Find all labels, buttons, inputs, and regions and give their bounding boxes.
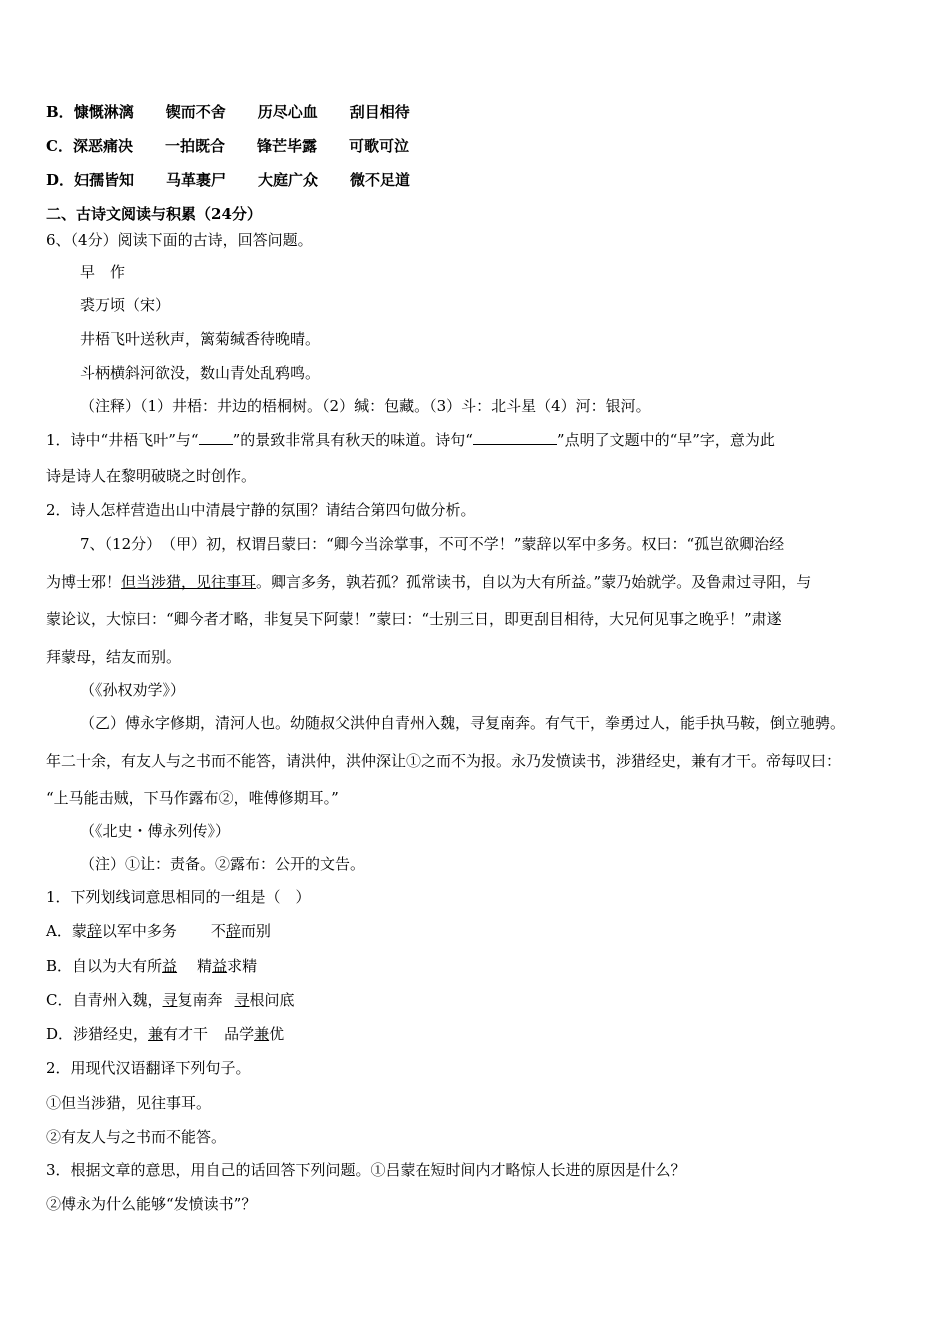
q7-passage-a-line <box>46 572 811 592</box>
q7-option-b[interactable] <box>46 956 257 976</box>
option-text: 不 <box>210 922 226 940</box>
q7-option-c[interactable] <box>46 990 295 1010</box>
q7-option-d[interactable] <box>46 1024 284 1044</box>
underlined-sentence: 但当涉猎，见往事耳 <box>121 573 257 591</box>
underlined-word: 寻 <box>234 991 250 1009</box>
poem-line: 斗柄横斜河欲没，数山青处乱鸦鸣。 <box>80 364 321 382</box>
q7-sub2: 2．用现代汉语翻译下列句子。 <box>46 1059 251 1077</box>
option-word: 大庭广众 <box>258 171 319 189</box>
q7-sub1: 1．下列划线词意思相同的一组是（ ） <box>46 888 311 906</box>
option-d-row <box>46 170 442 190</box>
answer-blank[interactable] <box>199 430 233 445</box>
poem-line: 井梧飞叶送秋声，篱菊缄香待晚晴。 <box>80 330 321 348</box>
q6-intro: 6、（4分）阅读下面的古诗，回答问题。 <box>46 231 313 249</box>
option-word: 马革裹尸 <box>166 171 227 189</box>
option-text: C．自青州入魏， <box>46 991 163 1009</box>
passage-text: 为博士邪！ <box>46 573 122 591</box>
option-word: 锋芒毕露 <box>256 137 317 155</box>
underlined-word: 寻 <box>162 991 178 1009</box>
q6-sub1-text: 1．诗中“井梧飞叶”与“ <box>46 431 199 449</box>
q7-sub3-item: ②傅永为什么能够“发愤读书”？ <box>46 1195 257 1213</box>
q6-sub1-text: ”点明了文题中的“早”字，意为此 <box>556 431 775 449</box>
q7-passage-b-line: “上马能击贼，下马作露布②，唯傅修期耳。” <box>46 789 339 807</box>
underlined-word: 益 <box>212 957 228 975</box>
q7-note: （注）①让：责备。②露布：公开的文告。 <box>80 855 366 873</box>
q7-passage-a-line: 拜蒙母，结友而别。 <box>46 648 182 666</box>
q6-sub1-text: ”的景致非常具有秋天的味道。诗句“ <box>232 431 473 449</box>
option-word: 历尽心血 <box>257 103 318 121</box>
option-text: 精 <box>197 957 213 975</box>
answer-blank[interactable] <box>473 430 557 445</box>
q7-sub2-item: ①但当涉猎，见往事耳。 <box>46 1094 212 1112</box>
underlined-word: 辞 <box>86 922 102 940</box>
q7-source: （《孙权劝学》） <box>80 681 186 699</box>
option-word: 妇孺皆知 <box>74 171 135 189</box>
option-word: 深恶痛决 <box>72 137 133 155</box>
option-text: 优 <box>269 1025 285 1043</box>
option-text: D．涉猎经史， <box>46 1025 149 1043</box>
underlined-word: 兼 <box>148 1025 164 1043</box>
option-word: 锲而不舍 <box>165 103 226 121</box>
option-text: 根问底 <box>249 991 295 1009</box>
option-word: 刮目相待 <box>349 103 410 121</box>
q7-passage-a-line: 蒙论议，大惊曰：“卿今者才略，非复吴下阿蒙！”蒙曰：“士别三日，即更刮目相待，大兄何见事之晚乎！”肃遂 <box>46 610 782 628</box>
option-word: 微不足道 <box>350 171 411 189</box>
section-title: 二、古诗文阅读与积累（24分） <box>46 205 262 223</box>
underlined-word: 益 <box>162 957 178 975</box>
poem-note: （注释）（1）井梧：井边的梧桐树。（2）缄：包藏。（3）斗：北斗星（4）河：银河。 <box>80 397 651 415</box>
q7-sub3: 3．根据文章的意思，用自己的话回答下列问题。①吕蒙在短时间内才略惊人长进的原因是什么？ <box>46 1161 686 1179</box>
option-b-row <box>46 102 442 122</box>
q6-sub1 <box>46 430 775 450</box>
q7-source: （《北史・傅永列传》） <box>80 822 231 840</box>
underlined-word: 兼 <box>254 1025 270 1043</box>
option-word: 慷慨淋漓 <box>73 103 134 121</box>
option-text: A．蒙 <box>46 922 87 940</box>
option-text: 而别 <box>240 922 271 940</box>
option-word: 一拍既合 <box>164 137 225 155</box>
option-c-row <box>46 136 441 156</box>
option-text: 品学 <box>224 1025 255 1043</box>
q7-passage-a-line: 7、（12分） （甲）初，权谓吕蒙曰：“卿今当涂掌事，不可不学！”蒙辞以军中多务。权曰：“孤岂欲卿治经 <box>80 535 785 553</box>
q7-passage-b-line: 年二十余，有友人与之书而不能答，请洪仲，洪仲深让①之而不为报。永乃发愤读书，涉猎经史，兼有才干。帝每叹曰： <box>46 752 842 770</box>
option-label: B． <box>46 103 74 121</box>
option-text: 有才干 <box>163 1025 209 1043</box>
q7-sub2-item: ②有友人与之书而不能答。 <box>46 1128 227 1146</box>
q7-passage-b-line: （乙）傅永字修期，清河人也。幼随叔父洪仲自青州入魏，寻复南奔。有气干，拳勇过人，能手执马鞍，倒立驰骋。 <box>80 714 846 732</box>
q6-sub2: 2．诗人怎样营造出山中清晨宁静的氛围？请结合第四句做分析。 <box>46 501 476 519</box>
q7-option-a[interactable] <box>46 921 271 941</box>
option-word: 可歌可泣 <box>348 137 409 155</box>
option-text: 以军中多务 <box>101 922 177 940</box>
passage-text: 。卿言多务，孰若孤？孤常读书，自以为大有所益。”蒙乃始就学。及鲁肃过寻阳，与 <box>256 573 812 591</box>
q6-sub1-cont: 诗是诗人在黎明破晓之时创作。 <box>46 467 257 485</box>
option-text: B．自以为大有所 <box>46 957 163 975</box>
poem-title: 早 作 <box>80 263 126 281</box>
option-text: 求精 <box>227 957 258 975</box>
underlined-word: 辞 <box>225 922 241 940</box>
poem-author: 裘万顷（宋） <box>80 296 171 314</box>
option-label: D． <box>46 171 75 189</box>
option-text: 复南奔 <box>177 991 223 1009</box>
option-label: C． <box>46 137 73 155</box>
